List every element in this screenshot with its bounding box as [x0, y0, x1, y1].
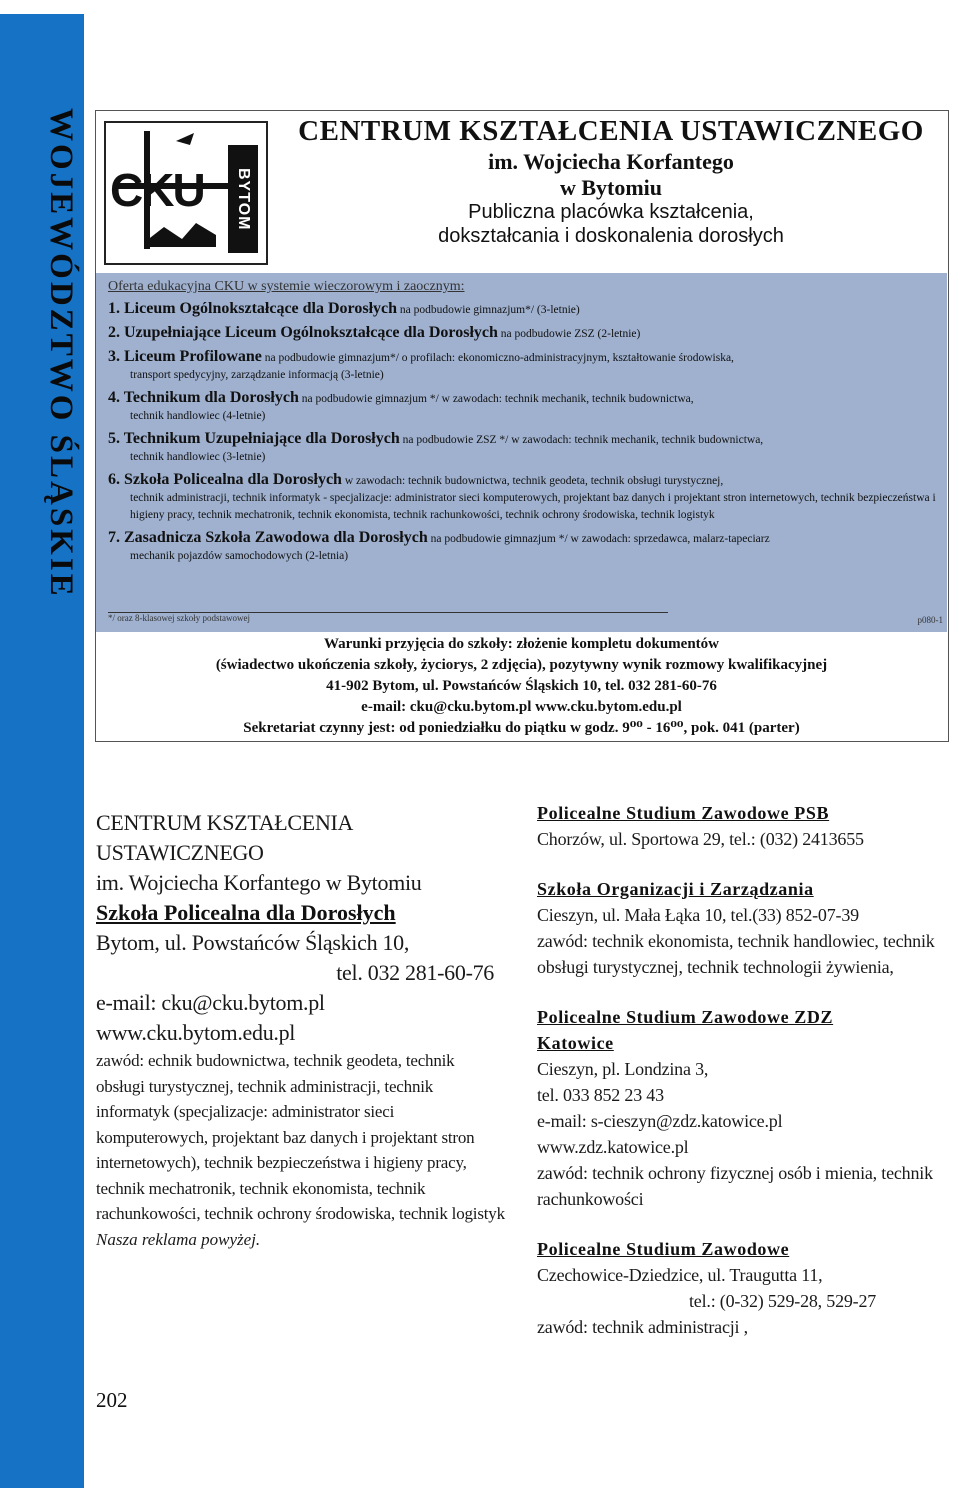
- cku-logo: [104, 121, 268, 265]
- offer-cont: technik administracji, technik informatyk - specjalizacje: administrator sieci komputerowych, projektant baz danych i projektant stron internetowych, technik bezpieczeństwa i higieny pracy, technik mechatronik, technik ekonomista, technik rachunkowości, technik ochrony środowiska, technik logistyk: [130, 492, 936, 521]
- entry-address: Czechowice-Dziedzice, ul. Traugutta 11,: [537, 1265, 823, 1285]
- entry-professions: zawód: technik ekonomista, technik handlowiec, technik obsługi turystycznej, technik technologii żywienia,: [537, 931, 935, 977]
- ad-subtitle-1: im. Wojciecha Korfantego: [488, 149, 734, 174]
- school-entry: [537, 876, 949, 980]
- school-entry: [537, 800, 949, 852]
- entry-address: Cieszyn, ul. Mała Łąka 10, tel.(33) 852-07-39: [537, 905, 859, 925]
- entry-address: Chorzów, ul. Sportowa 29, tel.: (032) 2413655: [537, 829, 864, 849]
- offer-name: 1. Liceum Ogólnokształcące dla Dorosłych: [108, 300, 398, 317]
- conditions-line: Warunki przyjęcia do szkoły: złożenie kompletu dokumentów: [323, 636, 719, 652]
- admission-conditions: [96, 634, 947, 739]
- ad-code: p080-1: [917, 615, 943, 625]
- school-entry: [537, 1236, 949, 1340]
- entry-title: Policealne Studium Zawodowe: [537, 1239, 790, 1259]
- school-professions: zawód: echnik budownictwa, technik geodeta, technik obsługi turystycznej, technik administracji, technik informatyk (specjalizacje: administrator sieci komputerowych, projektant baz danych i projektant stron internetowych), technik bezpieczeństwa i higieny pracy, technik mechatronik, technik ekonomista, technik rachunkowości, technik ochrony środowiska, technik logistyk: [96, 1051, 505, 1223]
- entry-title: Policealne Studium Zawodowe ZDZ: [537, 1007, 834, 1027]
- offer-desc: na podbudowie gimnazjum*/ (3-letnie): [397, 304, 580, 316]
- institution-patron: im. Wojciecha Korfantego w Bytomiu: [96, 870, 422, 895]
- conditions-contact: e-mail: cku@cku.bytom.pl www.cku.bytom.edu.pl: [361, 699, 682, 715]
- offer-item: [108, 324, 938, 343]
- logo-side-text: BYTOM: [228, 145, 258, 253]
- school-name: Szkoła Policealna dla Dorosłych: [96, 900, 396, 925]
- offer-name: 3. Liceum Profilowane: [108, 348, 262, 365]
- offer-item: [108, 389, 938, 425]
- offer-desc: na podbudowie gimnazjum */ w zawodach: sprzedawca, malarz-tapeciarz: [427, 533, 770, 545]
- offer-item: [108, 300, 938, 319]
- offer-cont: technik handlowiec (3-letnie): [130, 451, 266, 463]
- offer-footnote: */ oraz 8-klasowej szkoły podstawowej: [108, 613, 250, 623]
- entry-title: Policealne Studium Zawodowe PSB: [537, 803, 830, 823]
- offer-desc: na podbudowie ZSZ */ w zawodach: technik mechanik, technik budownictwa,: [399, 434, 764, 446]
- entry-email: e-mail: s-cieszyn@zdz.katowice.pl: [537, 1111, 783, 1131]
- entry-professions: zawód: technik administracji ,: [537, 1317, 748, 1337]
- offer-name: 6. Szkoła Policealna dla Dorosłych: [108, 471, 342, 488]
- cku-advertisement: [95, 110, 949, 742]
- offer-desc: na podbudowie ZSZ (2-letnie): [497, 328, 641, 340]
- school-website: www.cku.bytom.edu.pl: [96, 1020, 296, 1045]
- left-column: [96, 808, 506, 1253]
- offer-item: [108, 529, 938, 565]
- entry-website: www.zdz.katowice.pl: [537, 1137, 689, 1157]
- logo-main-text: CKU: [110, 164, 204, 216]
- ad-subtitle-2: w Bytomiu: [559, 175, 663, 200]
- entry-title: Szkoła Organizacji i Zarządzania: [537, 879, 814, 899]
- offer-name: 2. Uzupełniające Liceum Ogólnokształcące dla Dorosłych: [108, 324, 498, 341]
- offer-intro: Oferta edukacyjna CKU w systemie wieczorowym i zaocznym:: [108, 279, 465, 294]
- offer-item: [108, 471, 938, 524]
- offer-item: [108, 430, 938, 466]
- entry-phone: tel. 033 852 23 43: [537, 1085, 664, 1105]
- entry-address: Cieszyn, pl. Londzina 3,: [537, 1059, 709, 1079]
- entry-title-cont: Katowice: [537, 1033, 614, 1053]
- offer-list: [108, 300, 938, 570]
- ad-offer-panel: [96, 273, 947, 632]
- entry-professions: zawód: technik ochrony fizycznej osób i mienia, technik rachunkowości: [537, 1163, 933, 1209]
- offer-cont: technik handlowiec (4-letnie): [130, 410, 266, 422]
- ad-note: Nasza reklama powyżej.: [96, 1229, 261, 1249]
- offer-name: 4. Technikum dla Dorosłych: [108, 389, 299, 406]
- ad-tagline-2: dokształcania i doskonalenia dorosłych: [438, 225, 784, 247]
- school-phone: tel. 032 281-60-76: [336, 960, 494, 985]
- institution-name-2: USTAWICZNEGO: [96, 840, 264, 865]
- ad-title: CENTRUM KSZTAŁCENIA USTAWICZNEGO: [298, 115, 924, 147]
- offer-cont: transport spedycyjny, zarządzanie informacją (3-letnie): [130, 369, 384, 381]
- right-column: [537, 800, 949, 1364]
- offer-desc: na podbudowie gimnazjum */ w zawodach: technik mechanik, technik budownictwa,: [298, 393, 694, 405]
- offer-desc: w zawodach: technik budownictwa, technik geodeta, technik obsługi turystycznej,: [341, 475, 724, 487]
- offer-name: 5. Technikum Uzupełniające dla Dorosłych: [108, 430, 400, 447]
- school-email: e-mail: cku@cku.bytom.pl: [96, 990, 325, 1015]
- institution-name-1: CENTRUM KSZTAŁCENIA: [96, 810, 354, 835]
- offer-item: [108, 348, 938, 384]
- ad-header: [96, 111, 947, 271]
- conditions-line: (świadectwo ukończenia szkoły, życiorys, 2 zdjęcia), pozytywny wynik rozmowy kwalifikacyjnej: [215, 657, 828, 673]
- region-title: WOJEWÓDZTWO ŚLĄSKIE: [43, 108, 79, 599]
- school-entry: [537, 1004, 949, 1212]
- offer-cont: mechanik pojazdów samochodowych (2-letnia): [130, 550, 349, 562]
- ad-tagline-1: Publiczna placówka kształcenia,: [468, 201, 754, 223]
- page-number: 202: [96, 1388, 128, 1412]
- offer-name: 7. Zasadnicza Szkoła Zawodowa dla Dorosłych: [108, 529, 428, 546]
- conditions-address: 41-902 Bytom, ul. Powstańców Śląskich 10, tel. 032 281-60-76: [326, 678, 717, 694]
- school-address: Bytom, ul. Powstańców Śląskich 10,: [96, 930, 410, 955]
- conditions-hours: Sekretariat czynny jest: od poniedziałku do piątku w godz. 9⁰⁰ - 16⁰⁰, pok. 041 (parter): [243, 720, 800, 736]
- offer-desc: na podbudowie gimnazjum*/ o profilach: ekonomiczno-administracyjnym, kształtowanie środowiska,: [261, 352, 734, 364]
- entry-phone: tel.: (0-32) 529-28, 529-27: [689, 1291, 877, 1311]
